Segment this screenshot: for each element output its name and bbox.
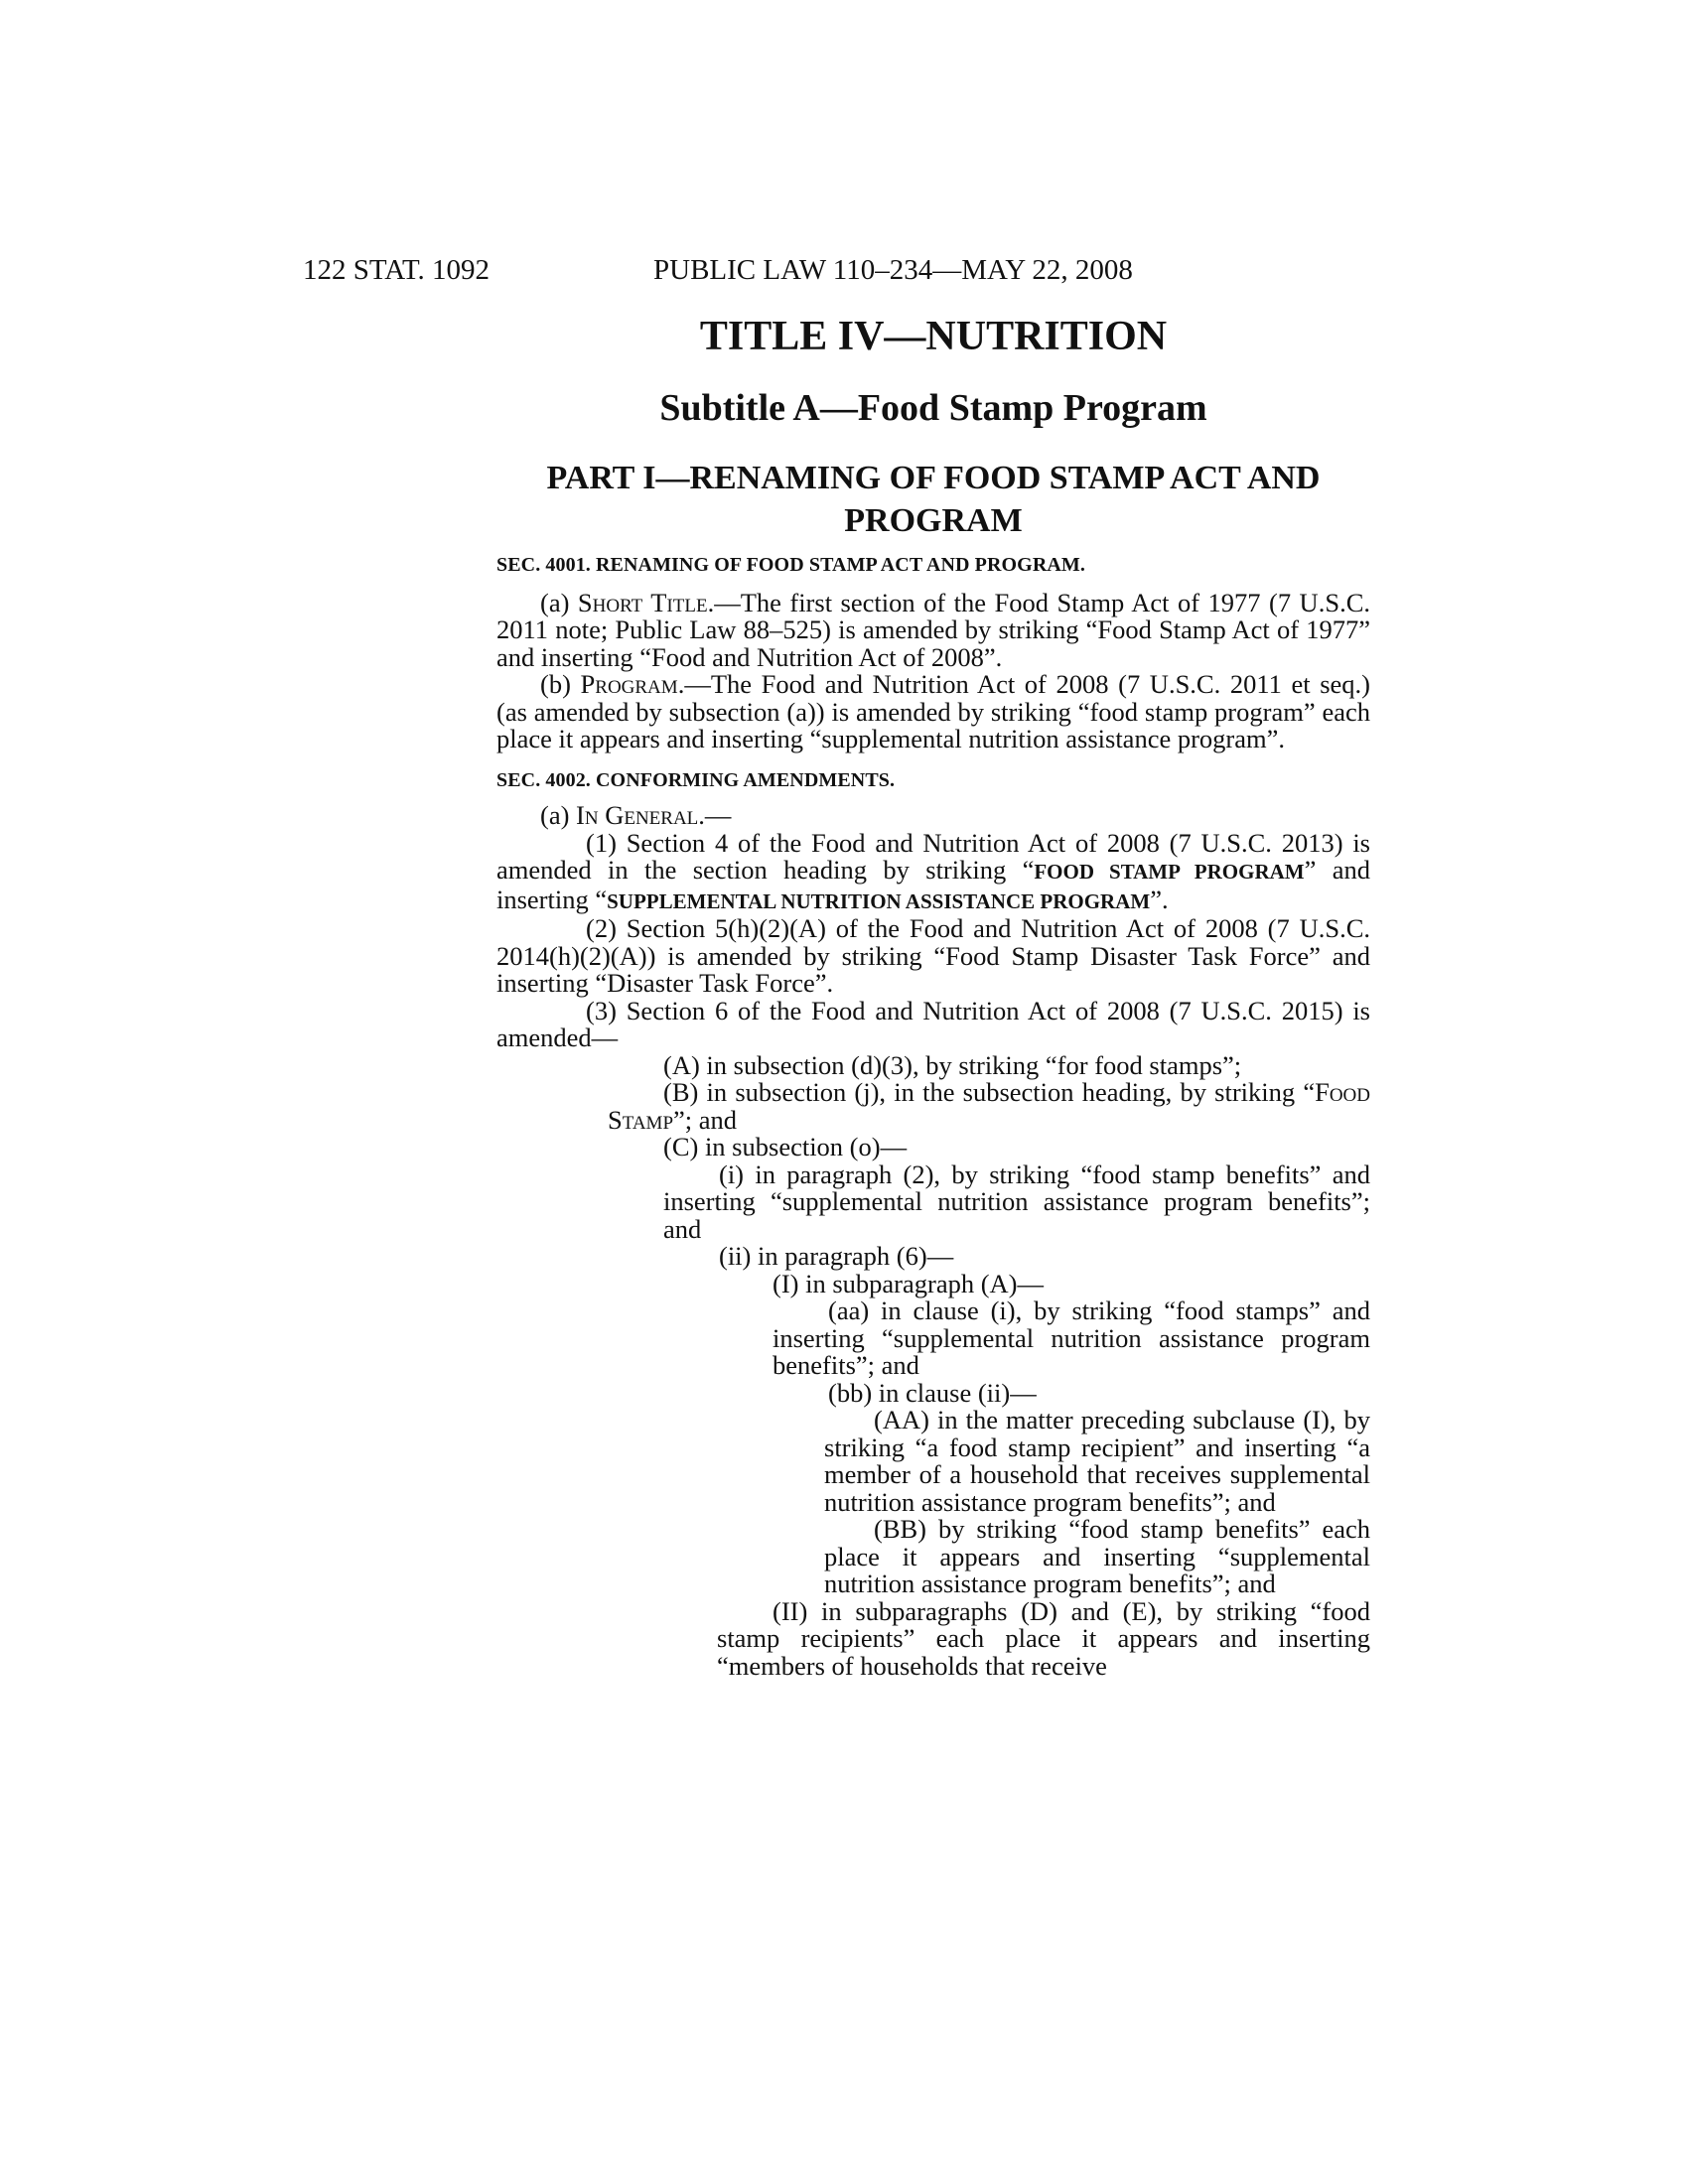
item-AA: (AA) in the matter preceding subclause (I), by striking “a food stamp recipient” and inserting “a member of a household that receives supplemental nutrition assistance program benefits”; and bbox=[824, 1405, 1370, 1517]
item-aa: (aa) in clause (i), by striking “food stamps” and inserting “supplemental nutrition assistance program benefits”; and bbox=[773, 1296, 1370, 1380]
part-heading-line2: PROGRAM bbox=[844, 502, 1023, 539]
part-heading-line1: PART I—RENAMING OF FOOD STAMP ACT AND bbox=[546, 460, 1321, 496]
section-heading-4002: SEC. 4002. CONFORMING AMENDMENTS. bbox=[496, 768, 896, 791]
paragraph-3: (3) Section 6 of the Food and Nutrition Act of 2008 (7 U.S.C. 2015) is amended— bbox=[496, 995, 1370, 1052]
paragraph-1: (1) Section 4 of the Food and Nutrition Act of 2008 (7 U.S.C. 2013) is amended in the section heading by striking “FOOD STAMP PROGRAM” and inserting “SUPPLEMENTAL NUTRITION ASSISTANCE PROGRAM”. bbox=[496, 827, 1370, 914]
subclause-I: (I) in subparagraph (A)— bbox=[773, 1268, 1044, 1298]
subsection-4001-b: (b) Program.—The Food and Nutrition Act of 2008 (7 U.S.C. 2011 et seq.) (as amended by subsection (a)) is amended by striking “food stamp program” each place it appears and inserting “supplemental nutrition assistance program”. bbox=[496, 669, 1371, 753]
clause-3Cii: (ii) in paragraph (6)— bbox=[719, 1241, 954, 1271]
subsection-4002-a: (a) In General.— bbox=[540, 800, 732, 830]
running-header bbox=[0, 250, 1688, 290]
section-4001 bbox=[496, 552, 1370, 1680]
subparagraph-3A: (A) in subsection (d)(3), by striking “for food stamps”; bbox=[663, 1049, 1242, 1080]
subtitle-heading: Subtitle A—Food Stamp Program bbox=[659, 387, 1207, 429]
clause-3Ci: (i) in paragraph (2), by striking “food stamp benefits” and inserting “supplemental nutrition assistance program benefits”; and bbox=[663, 1159, 1370, 1244]
item-BB: (BB) by striking “food stamp benefits” each place it appears and inserting “supplemental nutrition assistance program benefits”; and bbox=[824, 1514, 1370, 1598]
paragraph-2: (2) Section 5(h)(2)(A) of the Food and Nutrition Act of 2008 (7 U.S.C. 2014(h)(2)(A)) is amended by striking “Food Stamp Disaster Task Force” and inserting “Disaster Task Force”. bbox=[496, 913, 1370, 998]
subparagraph-3B: (B) in subsection (j), in the subsection heading, by striking “Food Stamp”; and bbox=[608, 1077, 1370, 1135]
subsection-caption: Program bbox=[580, 669, 678, 699]
part-heading bbox=[496, 457, 1370, 542]
stat-citation: 122 STAT. 1092 bbox=[303, 254, 491, 286]
subclause-II: (II) in subparagraphs (D) and (E), by striking “food stamp recipients” each place it appears and inserting “members of households that receive bbox=[717, 1595, 1370, 1681]
item-bb: (bb) in clause (ii)— bbox=[828, 1377, 1037, 1408]
subsection-caption: Short Title bbox=[577, 587, 708, 617]
section-heading-4001: SEC. 4001. RENAMING OF FOOD STAMP ACT AND PROGRAM. bbox=[496, 554, 1085, 576]
public-law-citation: PUBLIC LAW 110–234—MAY 22, 2008 bbox=[653, 254, 1133, 286]
subsection-4001-a: (a) Short Title.—The first section of the Food Stamp Act of 1977 (7 U.S.C. 2011 note; Public Law 88–525) is amended by striking “Food Stamp Act of 1977” and inserting “Food and Nutrition Act of 2008”. bbox=[496, 587, 1370, 672]
subparagraph-3C: (C) in subsection (o)— bbox=[663, 1132, 908, 1161]
subsection-caption: In General bbox=[576, 800, 699, 830]
title-heading: TITLE IV—NUTRITION bbox=[699, 314, 1168, 359]
